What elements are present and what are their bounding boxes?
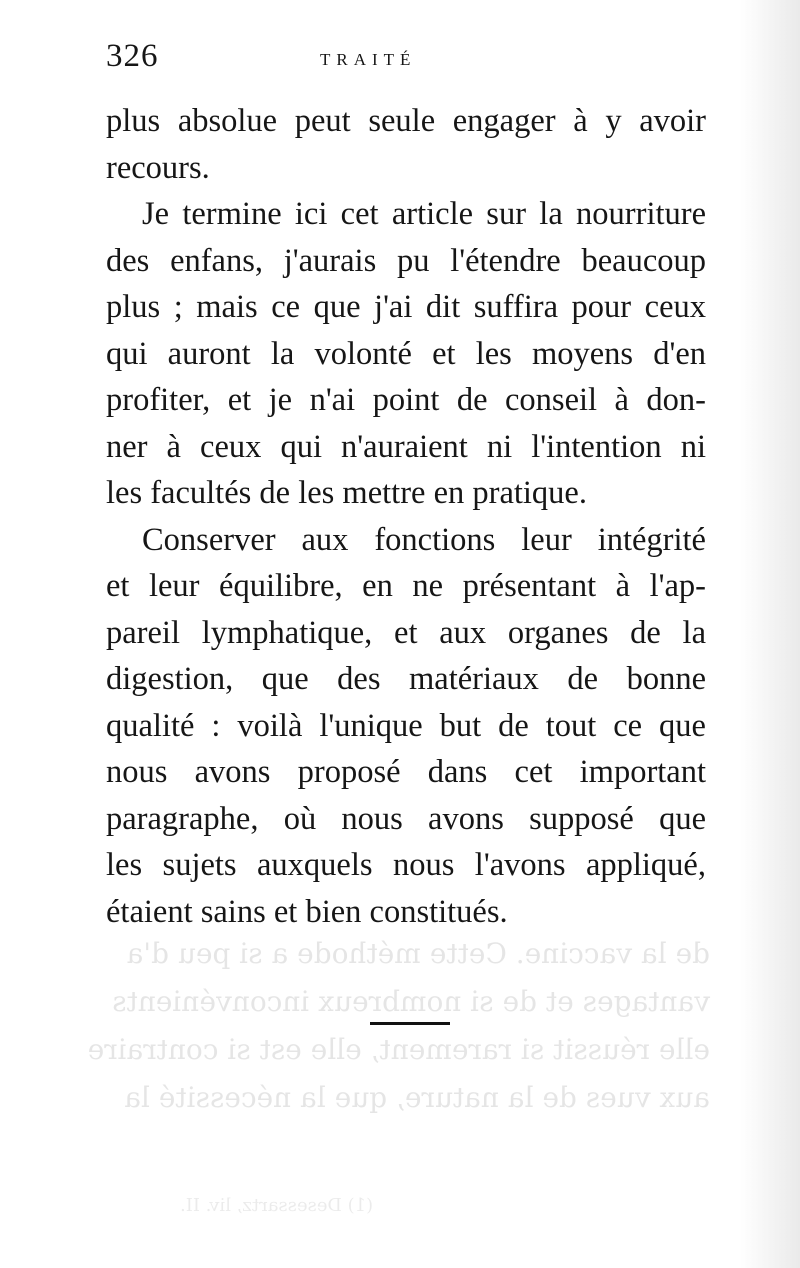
paragraph-3 [106,517,706,936]
text-line: paragraphe, où nous avons supposé que [106,800,706,837]
text-line: Conserver aux fonctions leur intégrité [142,521,706,558]
bleed-through-text: de la vaccine. Cette méthode a si peu d'a vantages et de si nombreux inconvénients elle réussit si rarement, elle est si contraire aux vues de la nature, que la nécessité la [87,937,710,1114]
text-line: qualité : voilà l'unique but de tout ce que [106,707,706,744]
body-text [106,98,706,935]
page-edge-shadow [740,0,800,1268]
text-line: étaient sains et bien constitués. [106,893,508,930]
text-line: et leur équilibre, en ne présentant à l'ap- [106,568,706,604]
text-line: les facultés de les mettre en pratique. [106,475,587,511]
page-number: 326 [106,38,159,74]
text-line: plus ; mais ce que j'ai dit suffira pour ceux [106,289,706,325]
text-line: digestion, que des matériaux de bonne [106,661,706,697]
text-line: les sujets auxquels nous l'avons appliqué, [106,847,706,883]
section-rule [370,1022,450,1025]
paragraph-2 [106,191,706,517]
text-line: qui auront la volonté et les moyens d'en [106,335,706,372]
text-line: des enfans, j'aurais pu l'étendre beaucoup [106,242,706,279]
text-line: plus absolue peut seule engager à y avoir [106,103,706,139]
text-line: Je termine ici cet article sur la nourriture [142,196,706,232]
text-line: recours. [106,149,210,186]
bleed-through-footnote: (1) Desessartz, liv. II. [180,1195,374,1216]
text-line: profiter, et je n'ai point de conseil à don- [106,382,706,418]
text-line: pareil lymphatique, et aux organes de la [106,614,706,651]
paragraph-1 [106,98,706,191]
running-head: TRAITÉ [320,50,417,69]
text-line: nous avons proposé dans cet important [106,754,706,790]
text-line: ner à ceux qui n'auraient ni l'intention ni [106,428,706,465]
page-header [100,38,700,88]
